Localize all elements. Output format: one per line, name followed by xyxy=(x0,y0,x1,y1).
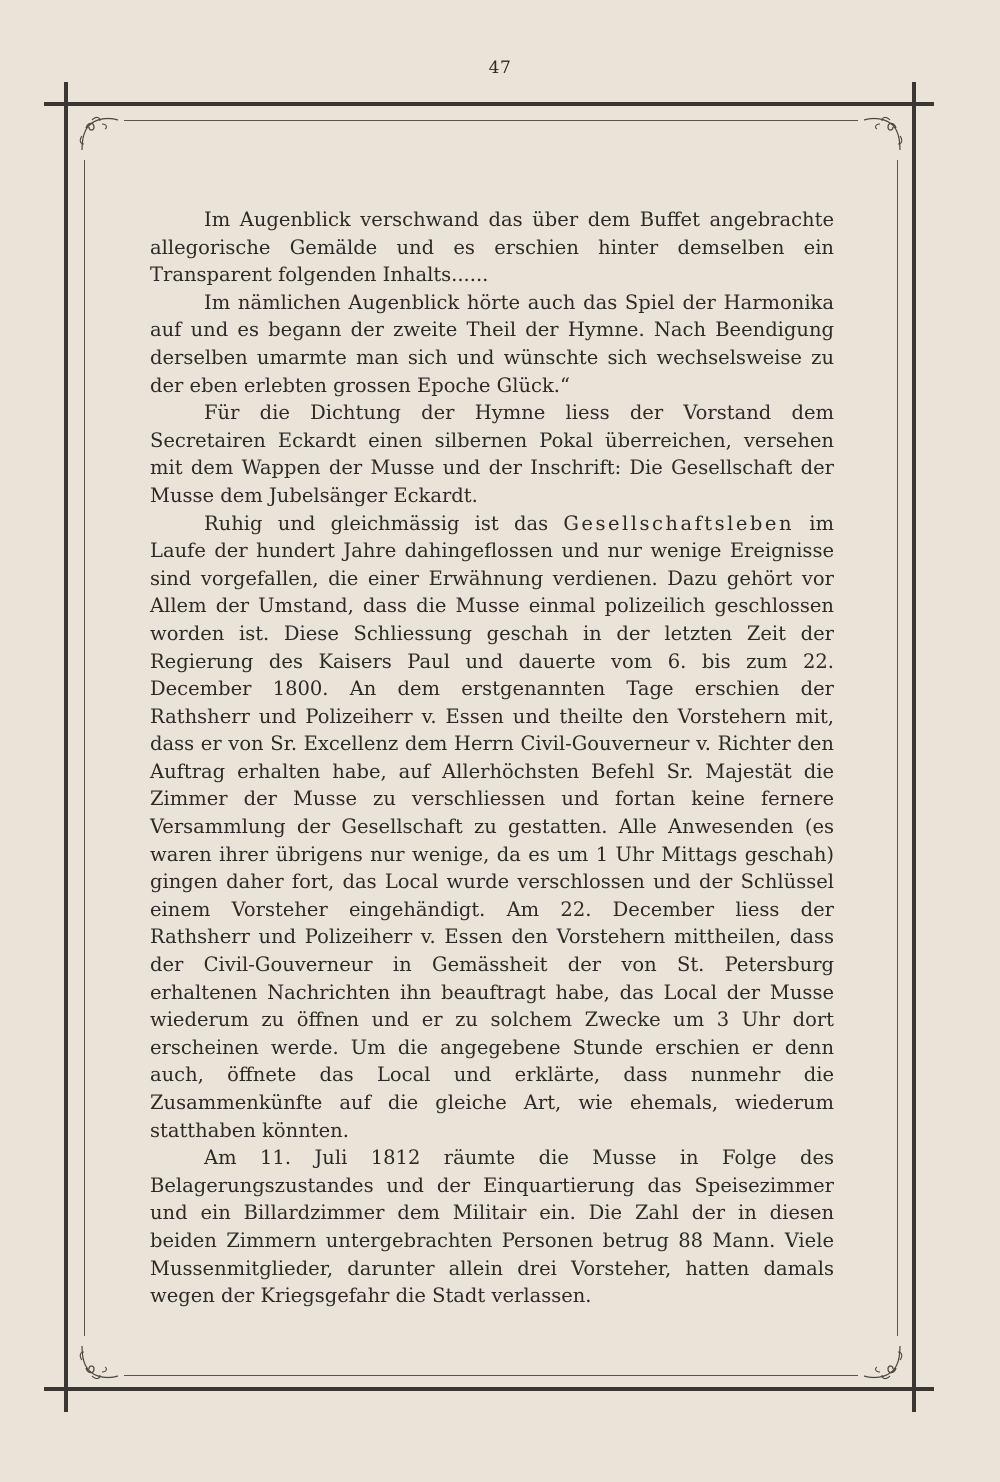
ornamental-corner-icon xyxy=(78,1342,118,1382)
inner-frame-bottom xyxy=(124,1375,858,1376)
paragraph: Am 11. Juli 1812 räumte die Musse in Folge des Belagerungszustandes und der Einquartierung das Speisezimmer und ein Billardzimmer dem Militair ein. Die Zahl der in diesen beiden Zimmern untergebrachten Personen betrug 88 Mann. Viele Mussenmitglieder, darunter allein drei Vorsteher, hatten damals wegen der Kriegsgefahr die Stadt verlassen. xyxy=(150,1146,834,1308)
inner-frame-right xyxy=(897,160,898,1336)
paragraph: Im Augenblick verschwand das über dem Buffet angebrachte allegorische Gemälde und es erschien hinter demselben ein Transparent folgenden Inhalts...... xyxy=(150,208,834,287)
frame-bottom-rule xyxy=(44,1387,934,1391)
ornamental-corner-icon xyxy=(864,114,904,154)
inner-frame-top xyxy=(124,120,858,121)
paragraph: Im nämlichen Augenblick hörte auch das Spiel der Harmonika auf und es begann der zweite Theil der Hymne. Nach Beendigung derselben umarmte man sich und wünschte sich wechselsweise zu der eben erlebten grossen Epoche Glück.“ xyxy=(150,290,834,397)
frame-top-rule xyxy=(44,102,934,106)
body-text xyxy=(150,206,834,1310)
paragraph xyxy=(150,510,834,1145)
spaced-emphasis: Gesellschaftsleben xyxy=(563,511,795,535)
inner-frame-left xyxy=(84,160,85,1336)
ornamental-corner-icon xyxy=(864,1342,904,1382)
paragraph-text: Ruhig und gleichmässig ist das xyxy=(204,511,564,535)
page-number: 47 xyxy=(488,58,512,78)
paragraph-text: im Laufe der hundert Jahre dahingeflossen und nur wenige Ereignisse sind vorgefallen, die einer Erwähnung verdienen. Dazu gehört vor Allem der Umstand, dass die Musse einmal polizeilich geschlossen worden ist. Diese Schliessung geschah in der letzten Zeit der Regierung des Kaisers Paul und dauerte vom 6. bis zum 22. December 1800. An dem erstgenannten Tage erschien der Rathsherr und Polizeiherr v. Essen und theilte den Vorstehern mit, dass er von Sr. Excellenz dem Herrn Civil-Gouverneur v. Richter den Auftrag erhalten habe, auf Allerhöchsten Befehl Sr. Majestät die Zimmer der Musse zu verschliessen und fortan keine fernere Versammlung der Gesellschaft zu gestatten. Alle Anwesenden (es waren ihrer übrigens nur wenige, da es um 1 Uhr Mittags geschah) gingen daher fort, das Local wurde verschlossen und der Schlüssel einem Vorsteher eingehändigt. Am 22. December liess der Rathsherr und Polizeiherr v. Essen den Vorstehern mittheilen, dass der Civil-Gouverneur in Gemässheit der von St. Petersburg erhaltenen Nachrichten ihn beauftragt habe, das Local der Musse wiederum zu öffnen und er zu solchem Zwecke um 3 Uhr dort erscheinen werde. Um die angegebene Stunde erschien er denn auch, öffnete das Local und erklärte, dass nunmehr die Zusammenkünfte auf die gleiche Art, wie ehemals, wiederum statthaben könnten. xyxy=(150,511,834,1142)
ornamental-corner-icon xyxy=(78,114,118,154)
frame-right-rule xyxy=(912,82,916,1412)
paragraph: Für die Dichtung der Hymne liess der Vorstand dem Secretairen Eckardt einen silbernen Pokal überreichen, versehen mit dem Wappen der Musse und der Inschrift: Die Gesellschaft der Musse dem Jubelsänger Eckardt. xyxy=(150,401,834,507)
frame-left-rule xyxy=(64,82,68,1412)
